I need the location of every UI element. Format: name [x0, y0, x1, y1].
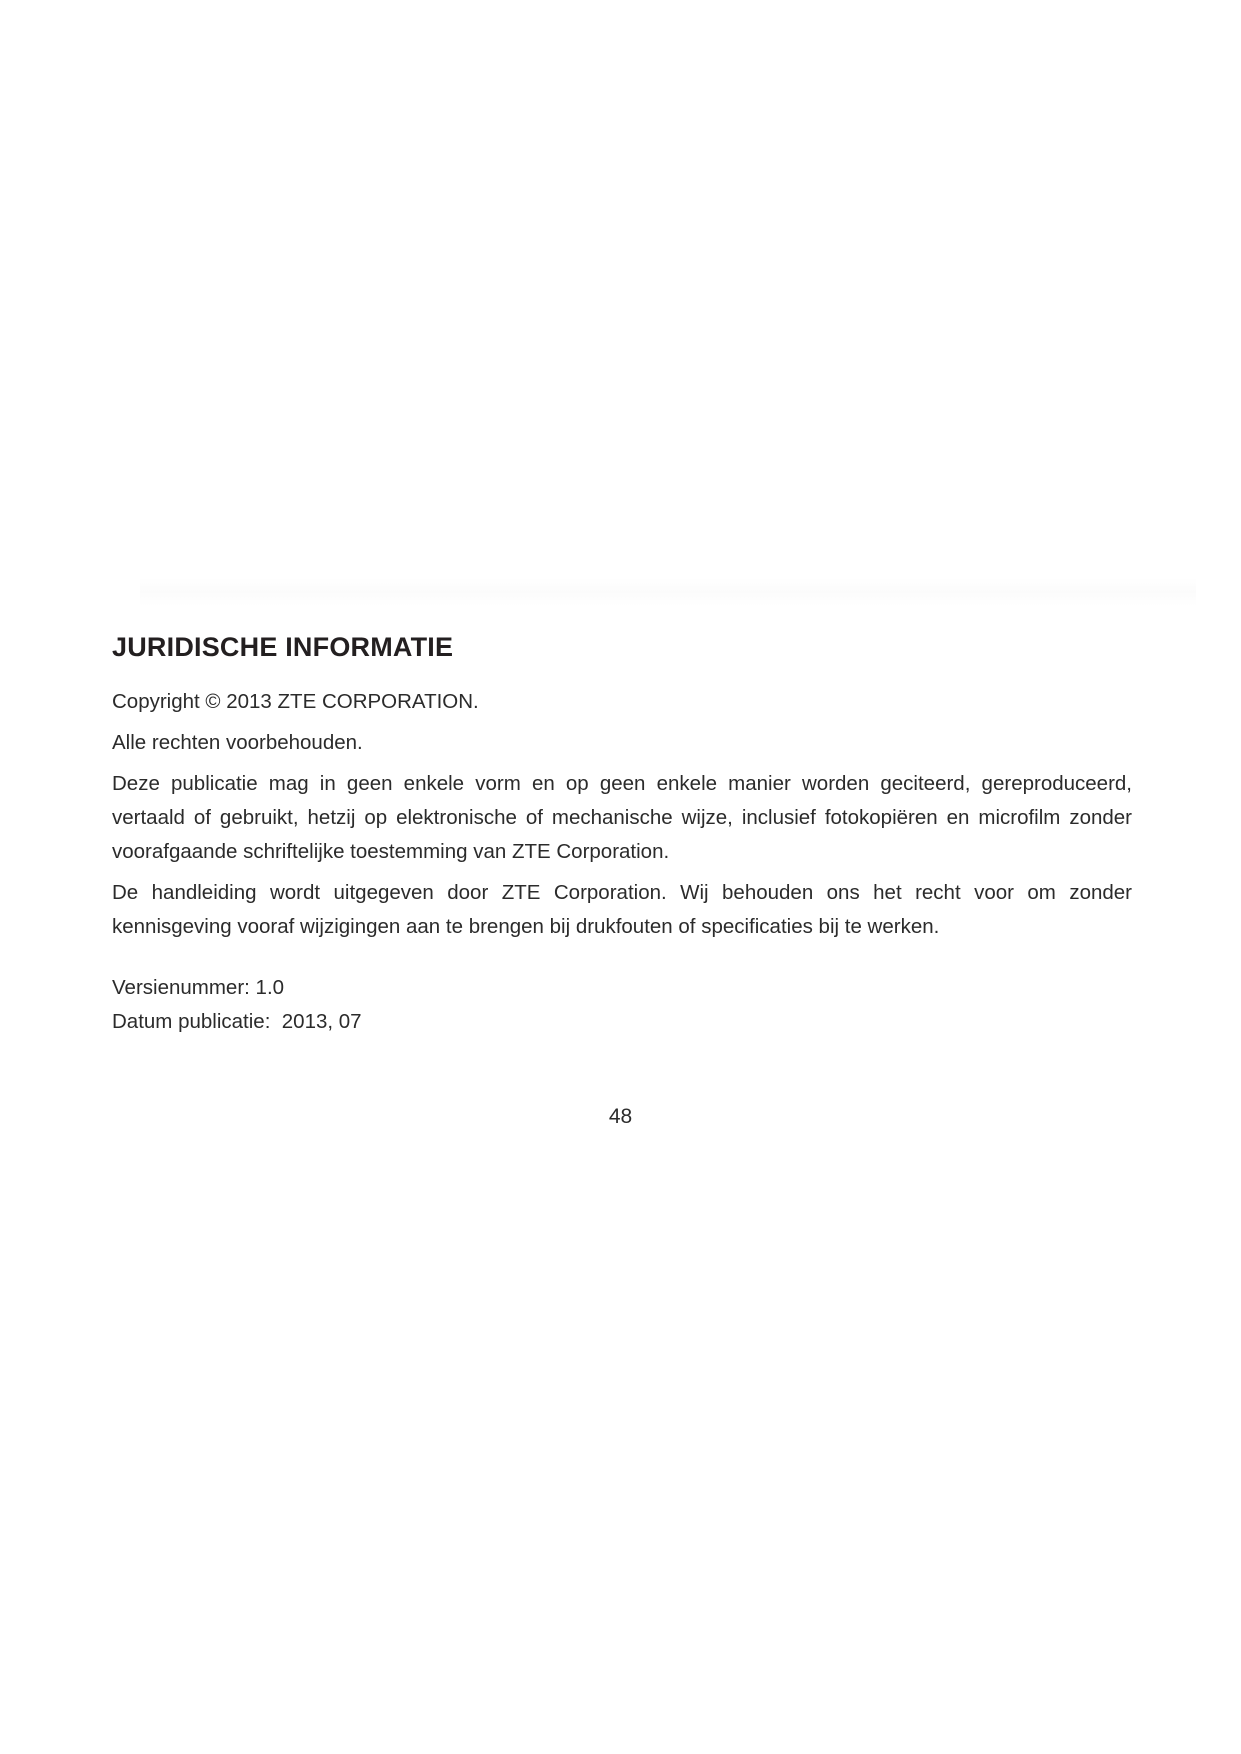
version-number: Versienummer: 1.0	[112, 976, 285, 999]
section-title: JURIDISCHE INFORMATIE	[112, 632, 454, 662]
publication-meta	[112, 971, 1132, 1039]
reproduction-notice-paragraph: Deze publicatie mag in geen enkele vorm en op geen enkele manier worden geciteerd, gereproduceerd, vertaald of gebruikt, hetzij op elektronische of mechanische wijze, inclusief fotokopiëren en microfilm zonder voorafgaande schriftelijke toestemming van ZTE Corporation.	[112, 772, 1132, 863]
legal-section	[112, 632, 1132, 1039]
publisher-notice-paragraph: De handleiding wordt uitgegeven door ZTE Corporation. Wij behouden ons het recht voor om zonder kennisgeving vooraf wijzigingen aan te brengen bij drukfouten of specificaties bij te werken.	[112, 881, 1132, 938]
page-number: 48	[608, 1105, 633, 1128]
copyright-line: Copyright © 2013 ZTE CORPORATION.	[112, 690, 479, 713]
rights-reserved-line: Alle rechten voorbehouden.	[112, 731, 363, 754]
publication-date: Datum publicatie: 2013, 07	[112, 1010, 362, 1033]
scan-shade-band	[140, 578, 1196, 606]
